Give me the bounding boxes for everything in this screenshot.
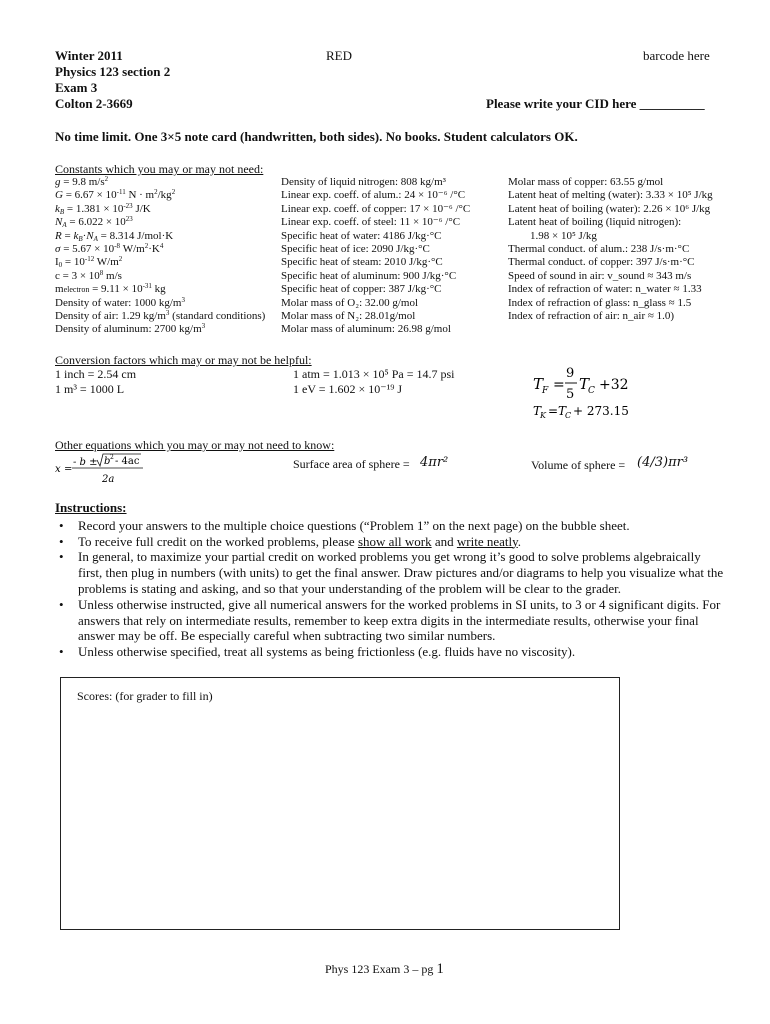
constant-item: Specific heat of water: 4186 J/kg·°C [281,229,442,242]
sphere-volume-formula: (4/3)πr³ [637,455,689,470]
instruction-item: • To receive full credit on the worked problems, please show all work and write neatly. [59,533,522,549]
constant-density-air: Density of air: 1.29 $kg/m^3$ (standard conditions) [55,309,266,323]
conversion-ev: 1 eV = 1.602 × 10⁻¹⁹ J [293,382,403,396]
bullet-icon: • [59,549,64,565]
constant-item: Speed of sound in air: v_sound ≈ 343 m/s [508,269,692,282]
conversions-heading: Conversion factors which may or may not be helpful: [55,353,312,367]
svg-text:5: 5 [566,387,575,402]
course: Physics 123 section 2 [55,64,171,79]
constant-sigma: $\sigma = 5.67 \times 10^{-8}$ $W/m^2\cdot K^4$ [55,242,164,256]
constant-item: Linear exp. coeff. of alum.: 24 × 10⁻⁶ /°C [281,189,466,202]
constants-column-1 [55,176,265,337]
cid-prompt[interactable]: Please write your CID here __________ [486,96,705,111]
svg-text:9: 9 [566,366,575,381]
svg-text:2: 2 [110,454,114,461]
svg-text:=: = [64,464,73,475]
page-number: 1 [436,961,444,977]
constant-density-water: Density of water: 1000 $kg/m^3$ [55,295,185,309]
constant-me: melectron = $9.11 \times 10^{-31}$ kg [55,282,166,296]
constant-item: Thermal conduct. of alum.: 238 J/s·m·°C [508,243,690,256]
constant-item: Molar mass of N₂: 28.01g/mol [281,310,416,323]
svg-text:T: T [579,375,590,393]
sphere-volume-label: Volume of sphere = [531,458,626,472]
constants-column-3 [508,176,713,323]
constant-item: Linear exp. coeff. of copper: 17 × 10⁻⁶ /°C [281,202,471,215]
svg-text:=: = [548,404,559,418]
svg-text:- b ±: - b ± [73,457,98,468]
svg-text:=: = [553,377,565,393]
instructions [55,500,725,660]
equations-heading: Other equations which you may or may not need to know: [55,438,335,452]
instruction-item: • In general, to maximize your partial credit on worked problems you get wrong it’s good to solve problems algebraically first, then plug in numbers (with units) to get the final answer. Draw pictures and/or diagrams to help you visualize what the problems is stating and asking, and so that your understanding of the problem will be clear to the grader. [59,549,724,596]
constant-item: Molar mass of O₂: 32.00 g/mol [281,296,419,309]
barcode-placeholder: barcode here [643,48,710,63]
constant-item: Thermal conduct. of copper: 397 J/s·m·°C [508,256,695,269]
constant-item: Density of liquid nitrogen: 808 kg/m³ [281,176,446,188]
sphere-area-label: Surface area of sphere = [293,457,410,471]
scores-box[interactable] [60,677,620,930]
constant-item: Latent heat of melting (water): 3.33 × 10⁵ J/kg [508,189,713,202]
constant-item: Index of refraction of water: n_water ≈ 1.33 [508,283,702,296]
constant-item: Latent heat of boiling (liquid nitrogen): [508,216,682,229]
instruction-item: • Record your answers to the multiple choice questions (“Problem 1” on the next page) on the bubble sheet. [59,517,630,533]
conversion-cubic-meter: 1 m³ = 1000 L [55,382,125,396]
constant-item: Index of refraction of glass: n_glass ≈ 1.5 [508,296,692,309]
bullet-icon: • [59,596,64,612]
constant-item: Latent heat of boiling (water): 2.26 × 10⁶ J/kg [508,202,711,215]
svg-text:- 4ac: - 4ac [115,456,140,467]
fahrenheit-formula [533,366,629,402]
term: Winter 2011 [55,48,123,63]
svg-text:x: x [55,464,61,475]
constant-item: Linear exp. coeff. of steel: 11 × 10⁻⁶ /°C [281,216,461,229]
bullet-icon: • [59,644,64,660]
constant-kB: $k_B = 1.381 \times 10^{-23}$ J/K [55,201,151,216]
svg-text:T: T [533,404,542,418]
svg-text:b: b [104,456,111,467]
constant-c: $c = 3 \times 10^8$ m/s [55,268,122,282]
constant-item: Molar mass of aluminum: 26.98 g/mol [281,323,451,336]
constant-item: Molar mass of copper: 63.55 g/mol [508,176,664,188]
exam-version: RED [326,48,352,63]
constant-item: Specific heat of aluminum: 900 J/kg·°C [281,269,457,282]
page-footer: Phys 123 Exam 3 – pg 1 [325,961,444,977]
svg-text:T: T [533,375,544,393]
instructions-heading: Instructions: [55,500,127,515]
svg-text:C: C [565,411,572,420]
svg-text:F: F [542,386,549,396]
svg-text:+ 273.15: + 273.15 [573,404,629,418]
constant-g: g = 9.8 $m/s^2$ [55,175,109,188]
constant-density-aluminum: Density of aluminum: 2700 $kg/m^3$ [55,322,206,336]
svg-text:2a: 2a [102,474,115,485]
bullet-icon: • [59,533,64,549]
instruction-item: • Unless otherwise instructed, give all numerical answers for the worked problems in SI units, to 3 or 4 significant digits. For answers that rely on intermediate results, remember to keep extra digits in the intermediate results, otherwise your final answer may be off. Be especially careful when subtracting two similar numbers. [59,596,721,644]
svg-text:+32: +32 [599,377,629,393]
exam-rules: No time limit. One 3×5 note card (handwritten, both sides). No books. Student calculators OK. [55,129,578,144]
temperature-formulas [525,362,665,424]
constant-I0: $I_0 = 10^{-12}$ $W/m^2$ [55,255,123,270]
constant-item: Specific heat of copper: 387 J/kg·°C [281,283,442,296]
constant-item: 1.98 × 10⁵ J/kg [530,229,597,242]
constant-item: Specific heat of steam: 2010 J/kg·°C [281,256,443,269]
scores-label: Scores: (for grader to fill in) [77,689,213,703]
constant-G: $G = 6.67 \times 10^{-11}$ $N \cdot m^2/kg^2$ [55,188,176,202]
svg-text:K: K [540,411,546,420]
sphere-area-formula: 4πr² [420,455,449,470]
kelvin-formula [533,404,629,420]
svg-text:C: C [588,386,595,396]
conversion-inch: 1 inch = 2.54 cm [55,367,137,381]
bullet-icon: • [59,517,64,533]
constant-item: Specific heat of ice: 2090 J/kg·°C [281,243,430,256]
conversion-atm: 1 atm = 1.013 × 10⁵ Pa = 14.7 psi [293,367,455,381]
constant-R: $R = k_B\cdot N_A = 8.314$ J/mol·K [55,229,174,243]
constants-heading: Constants which you may or may not need: [55,162,264,176]
quadratic-formula [55,452,155,488]
exam-title: Exam 3 [55,80,98,95]
constant-NA: $N_A = 6.022 \times 10^{23}$ [55,215,133,230]
svg-text:T: T [558,404,567,418]
constant-item: Index of refraction of air: n_air ≈ 1.0) [508,310,675,323]
room: Colton 2-3669 [55,96,133,111]
constants-column-2 [281,176,470,337]
instruction-item: • Unless otherwise specified, treat all systems as being frictionless (e.g. fluids have no viscosity). [59,644,576,660]
